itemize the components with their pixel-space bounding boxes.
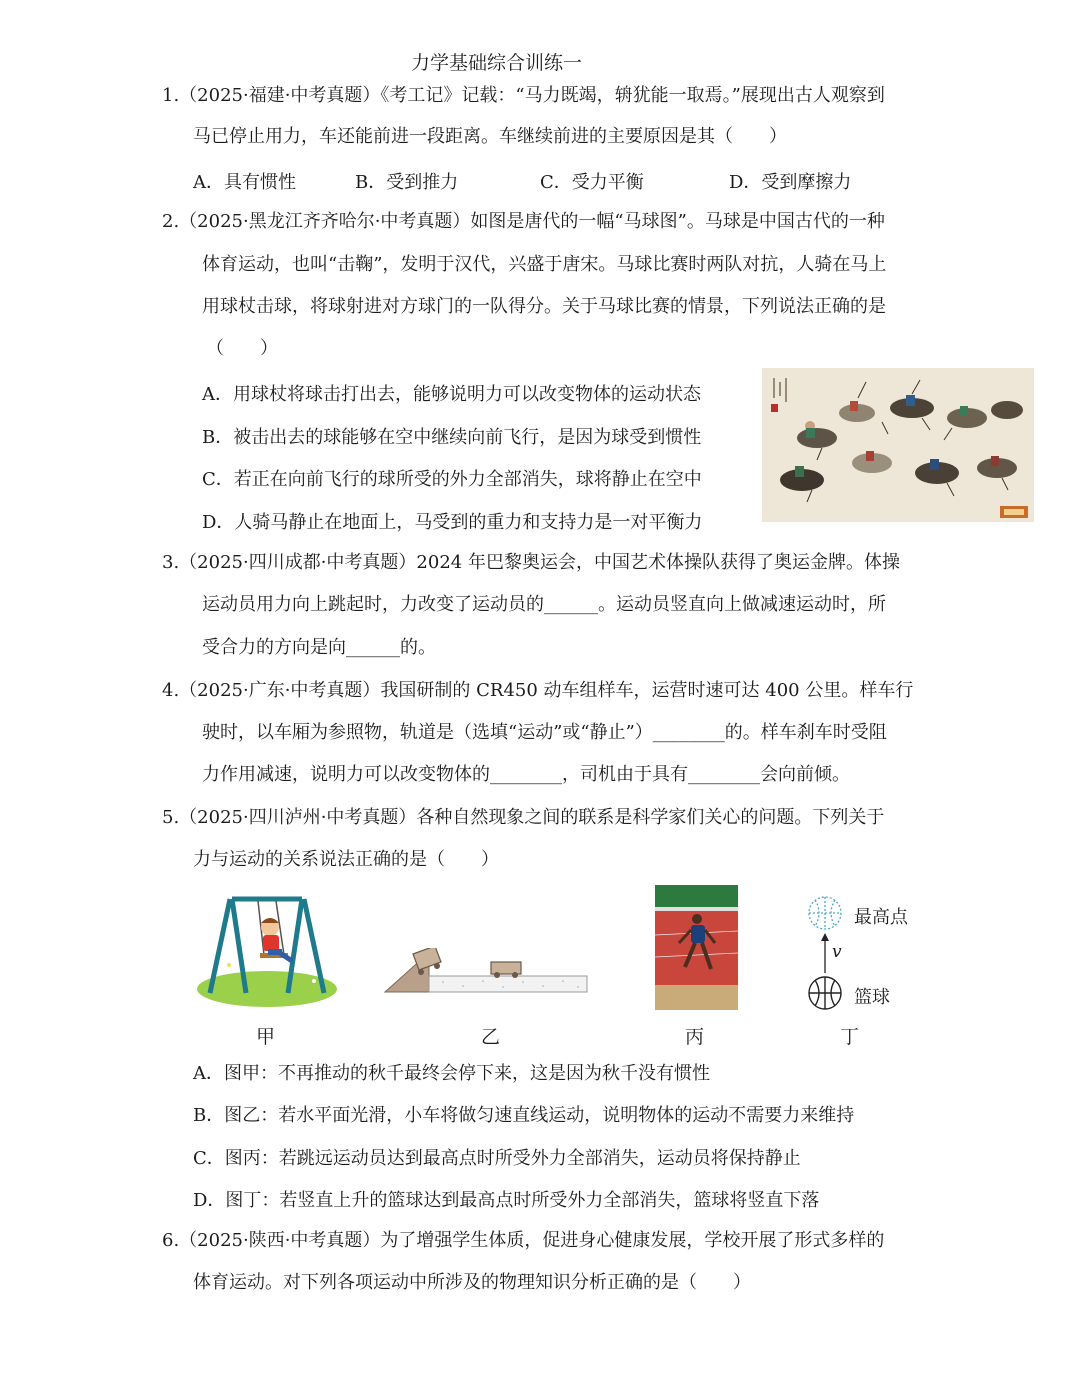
question-2-option-a: A．用球杖将球击打出去，能够说明力可以改变物体的运动状态 — [202, 384, 701, 405]
question-5-option-c: C．图丙：若跳远运动员达到最高点时所受外力全部消失，运动员将保持静止 — [193, 1148, 801, 1169]
question-1-line-2: 马已停止用力，车还能前进一段距离。车继续前进的主要原因是其（ ） — [193, 126, 787, 147]
question-3-line-2: 运动员用力向上跳起时，力改变了运动员的______。运动员竖直向上做减速运动时，所 — [202, 594, 886, 615]
polo-painting — [762, 368, 1034, 522]
figure-label-ding: 丁 — [840, 1026, 860, 1048]
question-3-line-3: 受合力的方向是向______的。 — [202, 637, 436, 658]
basketball-label: 篮球 — [854, 987, 890, 1008]
question-2-option-b: B．被击出去的球能够在空中继续向前飞行，是因为球受到惯性 — [202, 427, 702, 448]
question-4-line-2: 驶时，以车厢为参照物，轨道是（选填“运动”或“静止”）________的。样车刹车时受阻 — [202, 722, 887, 743]
question-1-line-1: 1.（2025·福建·中考真题）《考工记》记载：“马力既竭，辀犹能一取焉。”展现出古人观察到 — [162, 85, 885, 106]
question-5-option-d: D．图丁：若竖直上升的篮球达到最高点时所受外力全部消失，篮球将竖直下落 — [193, 1190, 820, 1211]
question-5-line-2: 力与运动的关系说法正确的是（ ） — [193, 849, 499, 870]
question-4-line-1: 4.（2025·广东·中考真题）我国研制的 CR450 动车组样车，运营时速可达 400 公里。样车行 — [162, 680, 914, 701]
question-1-option-c: C．受力平衡 — [540, 172, 644, 193]
question-2-option-d: D．人骑马静止在地面上，马受到的重力和支持力是一对平衡力 — [202, 512, 703, 533]
question-2-option-c: C．若正在向前飞行的球所受的外力全部消失，球将静止在空中 — [202, 469, 702, 490]
page-title: 力学基础综合训练一 — [411, 52, 583, 74]
question-6-line-2: 体育运动。对下列各项运动中所涉及的物理知识分析正确的是（ ） — [193, 1272, 751, 1293]
velocity-label: v — [832, 942, 842, 962]
question-2-line-3: 用球杖击球，将球射进对方球门的一队得分。关于马球比赛的情景，下列说法正确的是 — [202, 296, 886, 317]
question-2-line-4: （ ） — [206, 338, 278, 359]
swing-figure — [196, 893, 338, 1009]
question-2-line-1: 2.（2025·黑龙江齐齐哈尔·中考真题）如图是唐代的一幅“马球图”。马球是中国古代的一种 — [162, 211, 885, 232]
question-1-option-d: D．受到摩擦力 — [729, 172, 852, 193]
figure-label-bing: 丙 — [685, 1026, 705, 1048]
question-4-line-3: 力作用减速，说明力可以改变物体的________，司机由于具有________会向前倾。 — [202, 764, 850, 785]
question-1-option-b: B．受到推力 — [355, 172, 459, 193]
figure-label-jia: 甲 — [256, 1026, 276, 1048]
question-6-line-1: 6.（2025·陕西·中考真题）为了增强学生体质，促进身心健康发展，学校开展了形式多样的 — [162, 1230, 885, 1251]
long-jump-photo — [655, 885, 738, 1010]
question-1-option-a: A．具有惯性 — [193, 172, 296, 193]
question-2-line-2: 体育运动，也叫“击鞠”，发明于汉代，兴盛于唐宋。马球比赛时两队对抗，人骑在马上 — [202, 254, 887, 275]
question-5-option-b: B．图乙：若水平面光滑，小车将做匀速直线运动，说明物体的运动不需要力来维持 — [193, 1105, 855, 1126]
question-3-line-1: 3.（2025·四川成都·中考真题）2024 年巴黎奥运会，中国艺术体操队获得了奥运金牌。体操 — [162, 552, 900, 573]
question-5-line-1: 5.（2025·四川泸州·中考真题）各种自然现象之间的联系是科学家们关心的问题。下列关于 — [162, 807, 885, 828]
question-5-option-a: A．图甲：不再推动的秋千最终会停下来，这是因为秋千没有惯性 — [193, 1063, 710, 1084]
highest-point-label: 最高点 — [854, 907, 908, 928]
ramp-cart-figure — [383, 948, 591, 996]
figure-label-yi: 乙 — [481, 1026, 501, 1048]
